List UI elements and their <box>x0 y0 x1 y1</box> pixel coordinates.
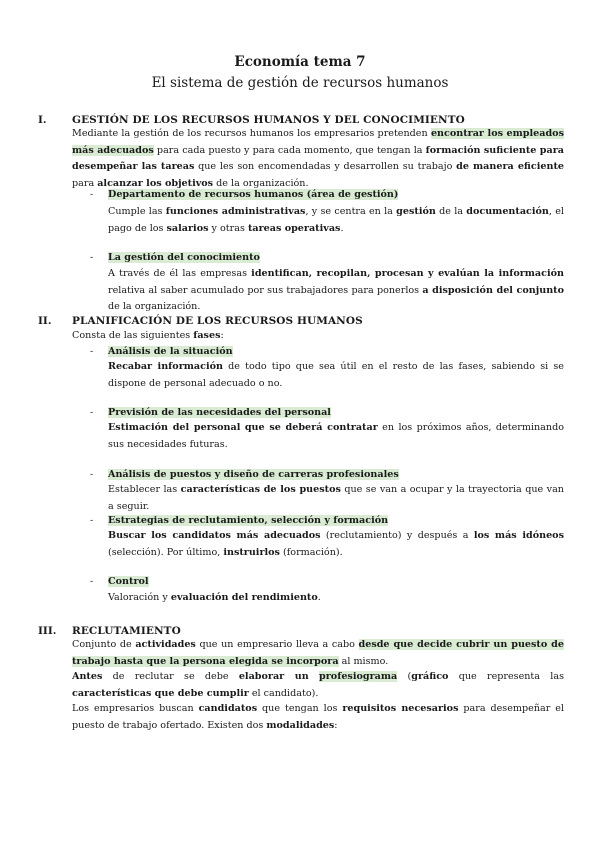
text-run: que tengan los <box>257 703 343 714</box>
text-run: Conjunto de <box>72 639 136 650</box>
text-run: que les son encomendadas y desarrollen su trabajo <box>194 161 457 172</box>
text-run: de la organización. <box>108 301 201 312</box>
list-dash: - <box>90 252 94 263</box>
text-run: características que debe cumplir <box>72 687 249 699</box>
text-run: Establecer las <box>108 484 181 495</box>
section-2-number: II. <box>38 315 52 327</box>
section-3-paragraph-3 <box>72 701 564 734</box>
section-2-item-5-heading <box>108 576 149 587</box>
section-2-item-2-body <box>108 420 564 453</box>
text-run: Análisis de la situación <box>108 346 233 357</box>
text-run: instruirlos <box>223 546 280 558</box>
text-run: Valoración y <box>108 592 171 603</box>
text-run: documentación <box>466 206 549 217</box>
list-dash: - <box>90 469 94 480</box>
text-run: requisitos necesarios <box>342 703 459 714</box>
section-2-item-3-heading <box>108 469 399 480</box>
section-2-item-3-body <box>108 482 564 515</box>
text-run: Consta de las siguientes <box>72 330 194 341</box>
text-run: que un empresario lleva a cabo <box>195 639 359 650</box>
text-run: que representa las <box>448 671 564 682</box>
text-run: , el pago de los <box>108 206 564 234</box>
section-1-intro <box>72 126 564 192</box>
list-dash: - <box>90 407 94 418</box>
text-run: alcanzar los objetivos <box>97 177 214 189</box>
text-run: a disposición del conjunto <box>422 284 564 296</box>
text-run: formación suficiente para desempeñar las tareas <box>72 144 564 172</box>
text-run: Cumple las <box>108 206 166 217</box>
text-run: los más idóneos <box>473 530 564 541</box>
text-run: (área de gestión) <box>303 189 399 200</box>
section-2-item-1-heading <box>108 346 233 357</box>
text-run: evaluación del rendimiento <box>170 592 318 603</box>
section-2-intro <box>72 328 564 345</box>
text-run: de reclutar se debe <box>102 671 239 682</box>
list-dash: - <box>90 576 94 587</box>
text-run: elaborar un <box>238 671 309 682</box>
text-run: modalidades <box>266 719 335 731</box>
text-run: Antes <box>72 671 103 682</box>
text-run: que se deberá contratar <box>244 422 378 433</box>
text-run: encontrar los empleados más adecuados <box>72 128 564 156</box>
text-run: para <box>72 177 98 189</box>
text-run: Departamento de recursos humanos <box>108 189 304 200</box>
list-dash: - <box>90 515 94 526</box>
section-2-item-2-heading <box>108 407 331 418</box>
text-run: fases <box>193 330 221 341</box>
text-run: de la <box>435 206 467 217</box>
text-run: . <box>317 592 321 603</box>
section-3-paragraph-1 <box>72 637 564 670</box>
text-run: desde que decide cubrir un puesto de trabajo hasta que la persona elegida se incorpora <box>72 639 564 667</box>
text-run: gestión <box>396 206 436 217</box>
text-run: en los próximos años, determinando sus necesidades futuras. <box>108 422 565 450</box>
text-run: identifican, recopilan, procesan y evalúan la información <box>251 268 564 279</box>
text-run: Recabar información <box>108 361 223 372</box>
text-run: funciones administrativas <box>165 206 306 217</box>
text-run: Previsión de las necesidades del personal <box>108 407 331 418</box>
text-run: (reclutamiento) y después a <box>320 530 474 541</box>
document-title: Economía tema 7 <box>234 54 366 70</box>
text-run: . <box>340 222 344 234</box>
text-run: para cada puesto y para cada momento, que tengan la <box>153 144 426 156</box>
text-run: de manera eficiente <box>456 161 564 172</box>
section-3-number: III. <box>38 625 57 637</box>
text-run: profesiograma <box>319 671 398 682</box>
document-subtitle: El sistema de gestión de recursos humanos <box>151 75 449 91</box>
text-run: que se van a ocupar y la trayectoria que van a seguir. <box>108 484 564 512</box>
list-dash: - <box>90 346 94 357</box>
text-run: candidatos <box>198 703 258 714</box>
section-2-item-5-body <box>108 590 564 607</box>
section-3-title: RECLUTAMIENTO <box>72 625 181 637</box>
text-run: al mismo. <box>338 655 389 667</box>
text-run: y otras <box>208 222 248 234</box>
text-run: : <box>220 330 224 341</box>
text-run: La gestión del conocimiento <box>108 252 260 263</box>
text-run: actividades <box>135 639 196 650</box>
text-run: Estrategias de reclutamiento, selección y formación <box>108 515 389 526</box>
text-run: Buscar los candidatos más adecuados <box>108 530 321 541</box>
section-1-title: GESTIÓN DE LOS RECURSOS HUMANOS Y DEL CONOCIMIENTO <box>72 114 465 126</box>
list-dash: - <box>90 189 94 200</box>
text-run: Mediante la gestión de los recursos humanos los empresarios pretenden <box>72 128 431 139</box>
text-run: (formación). <box>279 546 343 558</box>
text-run: relativa al saber acumulado por sus trabajadores para ponerlos <box>108 284 423 296</box>
text-run: , y se centra en la <box>305 206 397 217</box>
section-1-item-1-body <box>108 204 564 237</box>
text-run: el candidato). <box>248 687 319 699</box>
text-run: salarios <box>166 222 209 234</box>
section-1-item-1-heading <box>108 189 398 200</box>
text-run: ( <box>397 671 412 682</box>
text-run: (selección). Por último, <box>108 546 224 558</box>
section-1-item-2-body <box>108 266 564 316</box>
text-run: Control <box>108 576 149 587</box>
text-run: para desempeñar el puesto de trabajo ofertado. Existen dos <box>72 703 564 731</box>
section-2-title: PLANIFICACIÓN DE LOS RECURSOS HUMANOS <box>72 315 363 327</box>
text-run: de todo tipo que sea útil en el resto de las fases, sabiendo si se dispone de personal adecuado o no. <box>108 361 564 389</box>
section-2-item-4-heading <box>108 515 388 526</box>
section-2-item-1-body <box>108 359 564 392</box>
text-run: A través de él las empresas <box>108 268 252 279</box>
section-2-item-4-body <box>108 528 564 561</box>
section-3-paragraph-2 <box>72 669 564 702</box>
text-run: características de los puestos <box>180 484 341 495</box>
text-run: de la organización. <box>213 177 309 189</box>
section-1-number: I. <box>38 114 47 126</box>
section-1-item-2-heading <box>108 252 260 263</box>
text-run: gráfico <box>411 671 449 682</box>
text-run: tareas operativas <box>247 222 341 234</box>
text-run: Los empresarios buscan <box>72 703 199 714</box>
text-run: Análisis de puestos y diseño de carreras profesionales <box>108 469 399 480</box>
text-run: : <box>334 719 338 731</box>
text-run: Estimación del personal <box>108 422 241 433</box>
text-run <box>309 671 319 682</box>
